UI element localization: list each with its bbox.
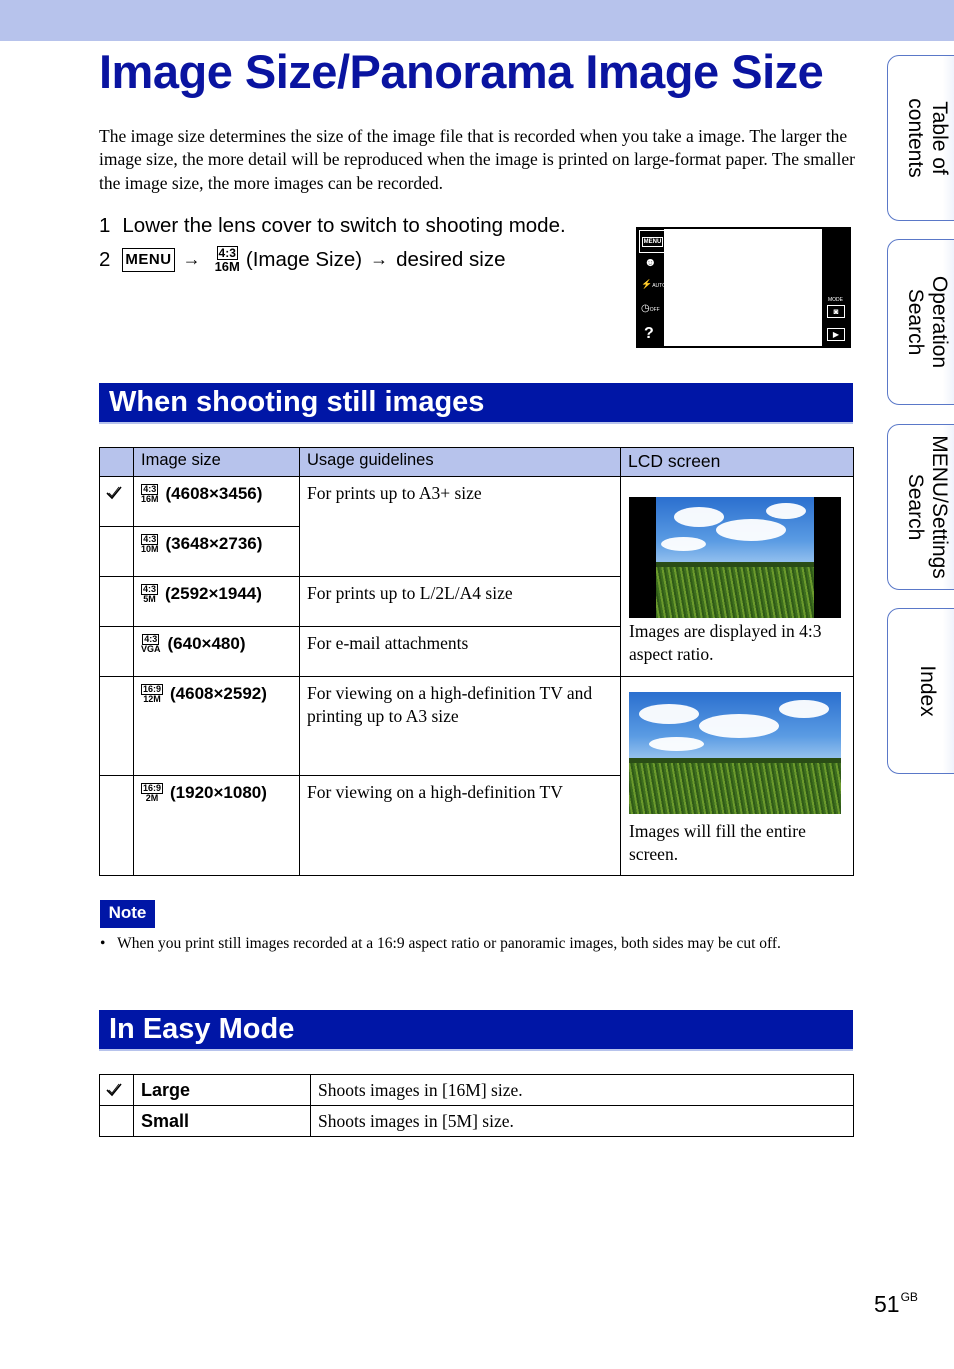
lcd-cell-43 <box>621 477 854 677</box>
top-band <box>0 0 954 41</box>
table-row <box>100 677 854 776</box>
help-icon: ? <box>644 325 654 342</box>
image-size-icon: $\frac{4:3}{10M}$ <box>141 534 159 554</box>
header-image-size: Image size <box>134 448 300 477</box>
default-check-cell <box>100 477 134 527</box>
intro-paragraph: The image size determines the size of the image file that is recorded when you take a image. The larger the image size, the more detail will be reproduced when the image is printed on large-format paper. The smaller the image size, the more images can be recorded. <box>99 126 855 193</box>
image-size-icon: 4:3 16M <box>214 246 240 274</box>
table-row <box>100 477 854 527</box>
easy-mode-label: Large <box>134 1075 311 1106</box>
step-1-text: Lower the lens cover to switch to shooting mode. <box>122 214 566 237</box>
smile-shutter-icon: ☻ <box>644 255 657 269</box>
lcd-cell-169 <box>621 677 854 876</box>
note-badge: Note <box>100 900 155 928</box>
image-size-icon: 4:3 VGA <box>141 634 161 654</box>
note-text: • When you print still images recorded at a 16:9 aspect ratio or panoramic images, both sides may be cut off. <box>100 935 781 952</box>
table-row <box>100 1075 854 1106</box>
step-2-end: desired size <box>396 247 506 271</box>
usage-cell: For viewing on a high-definition TV and printing up to A3 size <box>300 677 621 776</box>
size-cell: $\frac{16:9}{2M}$ (1920×1080) <box>134 776 300 875</box>
table-row <box>100 1106 854 1137</box>
page-number: $51^{GB}$ <box>874 1290 918 1317</box>
mode-label: MODE <box>828 297 843 303</box>
tab-operation-search[interactable]: Operation Search <box>887 239 954 405</box>
image-size-icon: $\frac{4:3}{5M}$ <box>143 584 157 604</box>
default-check-cell <box>100 1075 134 1106</box>
default-check-icon <box>106 1083 122 1097</box>
lcd-preview-43-image <box>629 497 841 618</box>
step-1 <box>99 214 566 238</box>
size-cell: 4:3 VGA (640×480) <box>134 627 300 677</box>
arrow-icon: → <box>182 249 201 269</box>
header-lcd: LCD screen <box>621 448 854 477</box>
usage-cell: For e-mail attachments <box>300 627 621 677</box>
easy-mode-desc: Shoots images in [16M] size. <box>311 1075 854 1106</box>
easy-mode-label: Small <box>134 1106 311 1137</box>
camera-menu-button-icon: MENU <box>639 230 666 253</box>
table-header-row <box>100 448 854 477</box>
flash-auto-icon: ⚡AUTO <box>641 279 667 289</box>
tab-table-of-contents[interactable]: Table of contents <box>887 55 954 221</box>
section-header-easy-mode: In Easy Mode <box>99 1010 853 1051</box>
step-2-number: 2 <box>99 247 111 271</box>
easy-mode-desc: Shoots images in [5M] size. <box>311 1106 854 1137</box>
image-size-table <box>99 447 854 876</box>
step-1-number: 1 <box>99 214 111 237</box>
usage-cell: For prints up to A3+ size <box>300 477 621 577</box>
image-size-icon: $\frac{16:9}{12M}$ <box>143 684 162 704</box>
step-2-label: (Image Size) <box>245 247 363 271</box>
playback-icon: ▶ <box>827 328 845 341</box>
usage-cell: For prints up to L/2L/A4 size <box>300 577 621 627</box>
step-2 <box>99 246 505 273</box>
camera-preview-area <box>664 229 822 346</box>
header-usage: Usage guidelines <box>300 448 621 477</box>
image-size-icon: $\frac{16:9}{2M}$ <box>143 783 162 804</box>
arrow-icon: → <box>370 249 389 269</box>
self-timer-off-icon: ◷OFF <box>641 303 660 314</box>
header-blank <box>100 448 134 477</box>
usage-cell: For viewing on a high-definition TV <box>300 776 621 875</box>
camera-screen-illustration <box>636 227 851 348</box>
size-cell: $\frac{4:3}{16M}$ (4608×3456) <box>134 477 300 527</box>
tab-index[interactable]: Index <box>887 608 954 774</box>
section-header-still-images: When shooting still images <box>99 383 853 424</box>
lcd-169-caption: Images will fill the entire screen. <box>629 821 806 865</box>
easy-mode-table <box>99 1074 854 1137</box>
size-cell: $\frac{16:9}{12M}$ (4608×2592) <box>134 677 300 776</box>
image-size-icon: $\frac{4:3}{16M}$ <box>141 484 159 504</box>
page-title: Image Size/Panorama Image Size <box>99 45 824 98</box>
menu-key-icon: MENU <box>122 248 174 272</box>
lcd-preview-169-image <box>629 692 841 814</box>
size-cell: $\frac{4:3}{10M}$ (3648×2736) <box>134 527 300 577</box>
camera-mode-icon: ◙ <box>827 305 845 318</box>
lcd-43-caption: Images are displayed in 4:3 aspect ratio. <box>629 621 822 665</box>
size-cell: $\frac{4:3}{5M}$ (2592×1944) <box>134 577 300 627</box>
default-check-icon <box>106 486 122 500</box>
tab-menu-settings-search[interactable]: MENU/Settings Search <box>887 424 954 590</box>
